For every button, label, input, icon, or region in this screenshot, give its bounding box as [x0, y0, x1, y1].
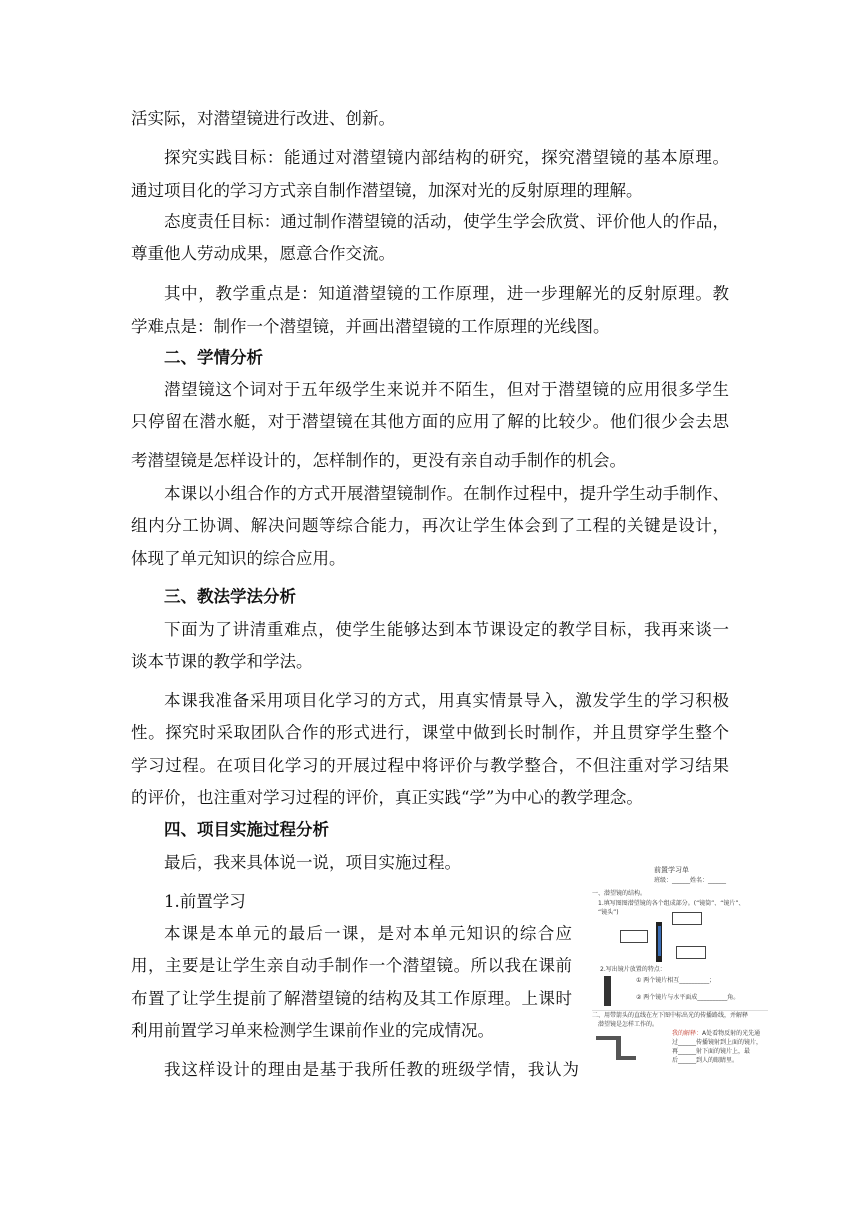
worksheet-explain-1: A处看物反射的光先通	[702, 1030, 761, 1037]
paragraph-line: 学习过程。在项目化学习的开展过程中将评价与教学整合，不但注重对学习结果	[131, 756, 729, 775]
label-box-left	[620, 930, 648, 943]
worksheet-q2b: 潜望镜是怎样工作的。	[598, 1021, 659, 1028]
paragraph-line: 下面为了讲清重难点，使学生能够达到本节课设定的教学目标，我再来谈一	[164, 620, 729, 639]
worksheet-q1-1a: 1.填写图图潜望镜的各个组成部分。(“镜筒”、“镜片”、	[598, 900, 745, 907]
subsection-heading: 1.前置学习	[164, 892, 246, 911]
paragraph-line: 谈本节课的教学和学法。	[131, 652, 313, 671]
label-box-right	[676, 946, 706, 959]
paragraph-line: 态度责任目标：通过制作潜望镜的活动，使学生学会欣赏、评价他人的作品，	[164, 212, 729, 231]
paragraph-line: 用，主要是让学生亲自动手制作一个潜望镜。所以我在课前	[131, 956, 572, 975]
paragraph-line: 体现了单元知识的综合应用。	[131, 549, 346, 568]
worksheet-q1-2: 2.写出镜片放置的特点：	[600, 966, 666, 973]
worksheet-explain-3: 再______射下面的镜片上，最	[672, 1048, 751, 1055]
section-heading: 三、教法学法分析	[164, 587, 296, 606]
worksheet-q1-2b: ② 两个镜片与水平面成__________角。	[636, 994, 740, 1001]
paragraph-line: 只停留在潜水艇，对于潜望镜在其他方面的应用了解的比较少。他们很少会去思	[131, 412, 729, 431]
paragraph-line: 学难点是：制作一个潜望镜，并画出潜望镜的工作原理的光线图。	[131, 317, 610, 336]
paragraph-line: 尊重他人劳动成果，愿意合作交流。	[131, 244, 395, 263]
worksheet-q1-1b: “镜头”)	[598, 909, 619, 916]
periscope-highlight-icon	[658, 926, 661, 956]
worksheet-class-name: 班级：______姓名：______	[654, 877, 727, 884]
paragraph-line: 利用前置学习单来检测学生课前作业的完成情况。	[131, 1021, 494, 1040]
paragraph-line: 探究实践目标：能通过对潜望镜内部结构的研究，探究潜望镜的基本原理。	[164, 148, 729, 167]
paragraph-line: 潜望镜这个词对于五年级学生来说并不陌生，但对于潜望镜的应用很多学生	[164, 380, 729, 399]
worksheet-title: 前置学习单	[654, 866, 689, 874]
paragraph-line: 考潜望镜是怎样设计的，怎样制作的，更没有亲自动手制作的机会。	[131, 451, 626, 470]
worksheet-q1: 一、潜望镜的结构。	[592, 890, 647, 897]
paragraph-line: 其中，教学重点是：知道潜望镜的工作原理，进一步理解光的反射原理。教	[164, 284, 729, 303]
paragraph-line: 我这样设计的理由是基于我所任教的班级学情，我认为	[164, 1060, 579, 1079]
paragraph-line: 本课以小组合作的方式开展潜望镜制作。在制作过程中，提升学生动手制作、	[164, 484, 729, 503]
label-box-top	[672, 912, 702, 925]
worksheet-explain-2: 过______传播镜射到上面的镜片，	[672, 1039, 763, 1046]
paragraph-line: 通过项目化的学习方式亲自制作潜望镜，加深对光的反射原理的理解。	[131, 181, 643, 200]
section-heading: 二、学情分析	[164, 348, 263, 367]
paragraph-line: 本课是本单元的最后一课，是对本单元知识的综合应	[164, 924, 572, 943]
paragraph-line: 组内分工协调、解决问题等综合能力，再次让学生体会到了工程的关键是设计，	[131, 516, 729, 535]
worksheet-divider	[592, 1010, 768, 1011]
worksheet-figure	[592, 860, 768, 1065]
worksheet-explain-label: 我的解释：	[672, 1030, 703, 1037]
worksheet-q1-2a: ① 两个镜片相互__________；	[636, 977, 716, 984]
paragraph-line: 的评价，也注重对学习过程的评价，真正实践“学”为中心的教学理念。	[131, 788, 643, 807]
paragraph-line: 最后，我来具体说一说，项目实施过程。	[164, 853, 461, 872]
worksheet-q2a: 二、用带箭头的直线在左下图中标出光的传播路线，并解释	[592, 1012, 749, 1019]
section-heading: 四、项目实施过程分析	[164, 820, 329, 839]
paragraph-line: 活实际，对潜望镜进行改进、创新。	[131, 109, 395, 128]
periscope-z-bottom-icon	[616, 1056, 636, 1060]
worksheet-explain-4: 后______到人的眼睛里。	[672, 1057, 739, 1064]
paragraph-line: 性。探究时采取团队合作的形式进行，课堂中做到长时制作，并且贯穿学生整个	[131, 723, 729, 742]
periscope-small-icon	[604, 976, 611, 1006]
paragraph-line: 本课我准备采用项目化学习的方式，用真实情景导入，激发学生的学习积极	[164, 691, 729, 710]
paragraph-line: 布置了让学生提前了解潜望镜的结构及其工作原理。上课时	[131, 989, 572, 1008]
